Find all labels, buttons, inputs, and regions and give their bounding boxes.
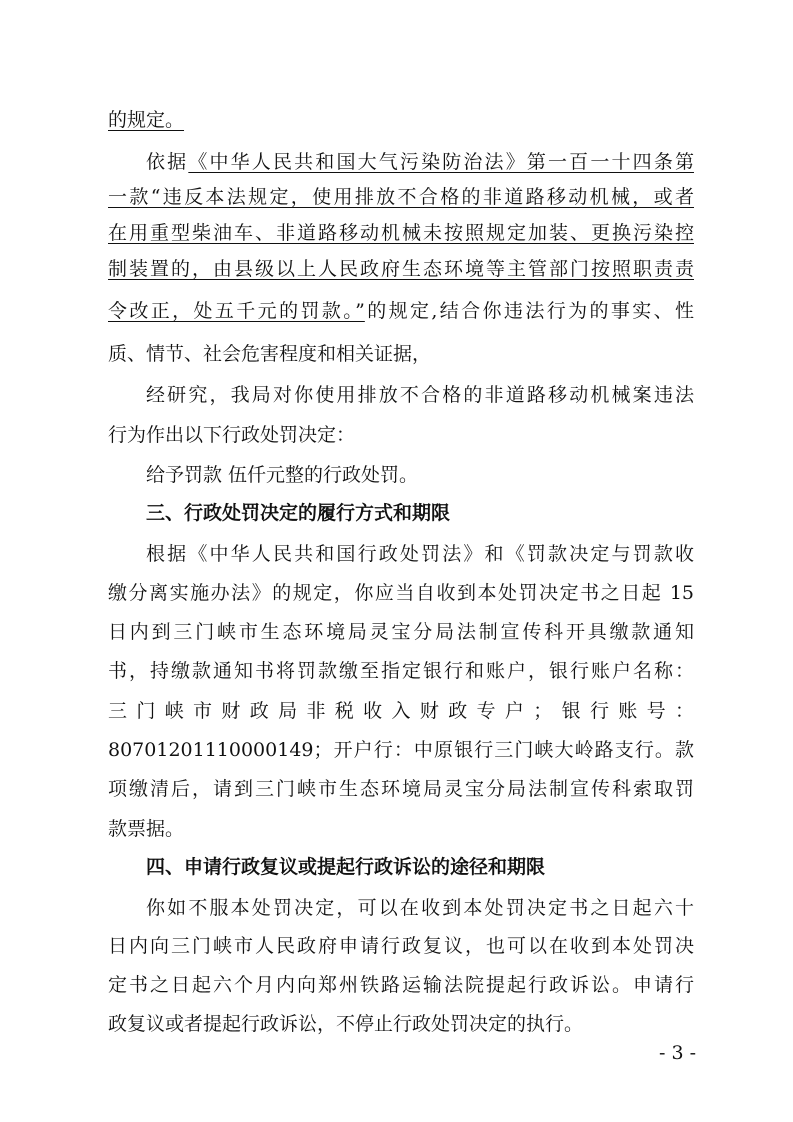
text-segment: 给予罚款 伍仟元整的行政处罚。 [146, 464, 419, 486]
text-segment: 的规定,结合你违法行为的事实、性 [364, 300, 694, 322]
underlined-text: 在用重型柴油车、非道路移动机械未按照规定加装、更换污染控 [108, 222, 694, 244]
page-number: - 3 - [658, 1042, 696, 1064]
text-line [108, 254, 694, 284]
text-segment: 日内到三门峡市生态环境局灵宝分局法制宣传科开具缴款通知 [108, 621, 694, 643]
underlined-text: 令改正，处五千元的罚款。” [108, 300, 365, 322]
section-heading [146, 852, 694, 882]
text-line [108, 814, 694, 844]
text-segment: 政复议或者提起行政诉讼，不停止行政处罚决定的执行。 [108, 1013, 584, 1035]
heading-text: 三、行政处罚决定的履行方式和期限 [146, 502, 451, 524]
heading-text: 四、申请行政复议或提起行政诉讼的途径和期限 [146, 856, 546, 878]
text-segment: 依据 [146, 151, 189, 173]
text-segment: 款票据。 [108, 818, 185, 840]
text-line [108, 218, 694, 248]
text-line [108, 970, 694, 1000]
text-segment: 质、情节、社会危害程度和相关证据， [108, 343, 432, 365]
text-line [108, 420, 694, 450]
text-line [108, 182, 694, 212]
text-line [108, 931, 694, 961]
text-segment: 根据《中华人民共和国行政处罚法》和《罚款决定与罚款收 [146, 543, 694, 565]
text-line [146, 380, 694, 410]
text-line [146, 460, 694, 490]
text-segment: 经研究，我局对你使用排放不合格的非道路移动机械案违法 [146, 384, 694, 406]
text-line [146, 147, 694, 177]
text-segment: 你如不服本处罚决定，可以在收到本处罚决定书之日起六十 [146, 897, 694, 919]
text-line [146, 893, 694, 923]
text-line [108, 105, 694, 135]
text-segment: 三门峡市财政局非税收入财政专户；银行账号： [108, 700, 694, 722]
text-line [108, 339, 694, 369]
text-line [108, 1009, 694, 1039]
text-line [108, 735, 694, 765]
text-segment: 日内向三门峡市人民政府申请行政复议，也可以在收到本处罚决 [108, 935, 694, 957]
text-line [108, 617, 694, 647]
text-segment: 缴分离实施办法》的规定，你应当自收到本处罚决定书之日起 15 [108, 582, 694, 604]
text-line [108, 774, 694, 804]
text-line [108, 296, 694, 326]
text-segment: 80701201110000149；开户行：中原银行三门峡大岭路支行。款 [108, 739, 694, 761]
text-segment: 项缴清后，请到三门峡市生态环境局灵宝分局法制宣传科索取罚 [108, 778, 694, 800]
underlined-text: 一款“违反本法规定，使用排放不合格的非道路移动机械，或者 [108, 186, 694, 208]
text-line [108, 578, 694, 608]
section-heading [146, 498, 694, 528]
underlined-text: 《中华人民共和国大气污染防治法》第一百一十四条第 [188, 151, 694, 173]
text-segment: 书，持缴款通知书将罚款缴至指定银行和账户，银行账户名称： [108, 660, 694, 682]
text-segment: 定书之日起六个月内向郑州铁路运输法院提起行政诉讼。申请行 [108, 974, 694, 996]
text-segment: 行为作出以下行政处罚决定： [108, 424, 356, 446]
underlined-text: 制装置的，由县级以上人民政府生态环境等主管部门按照职责责 [108, 258, 694, 280]
text-line [146, 539, 694, 569]
text-line [108, 696, 694, 726]
text-line [108, 656, 694, 686]
underlined-text: 的规定。 [108, 109, 185, 131]
